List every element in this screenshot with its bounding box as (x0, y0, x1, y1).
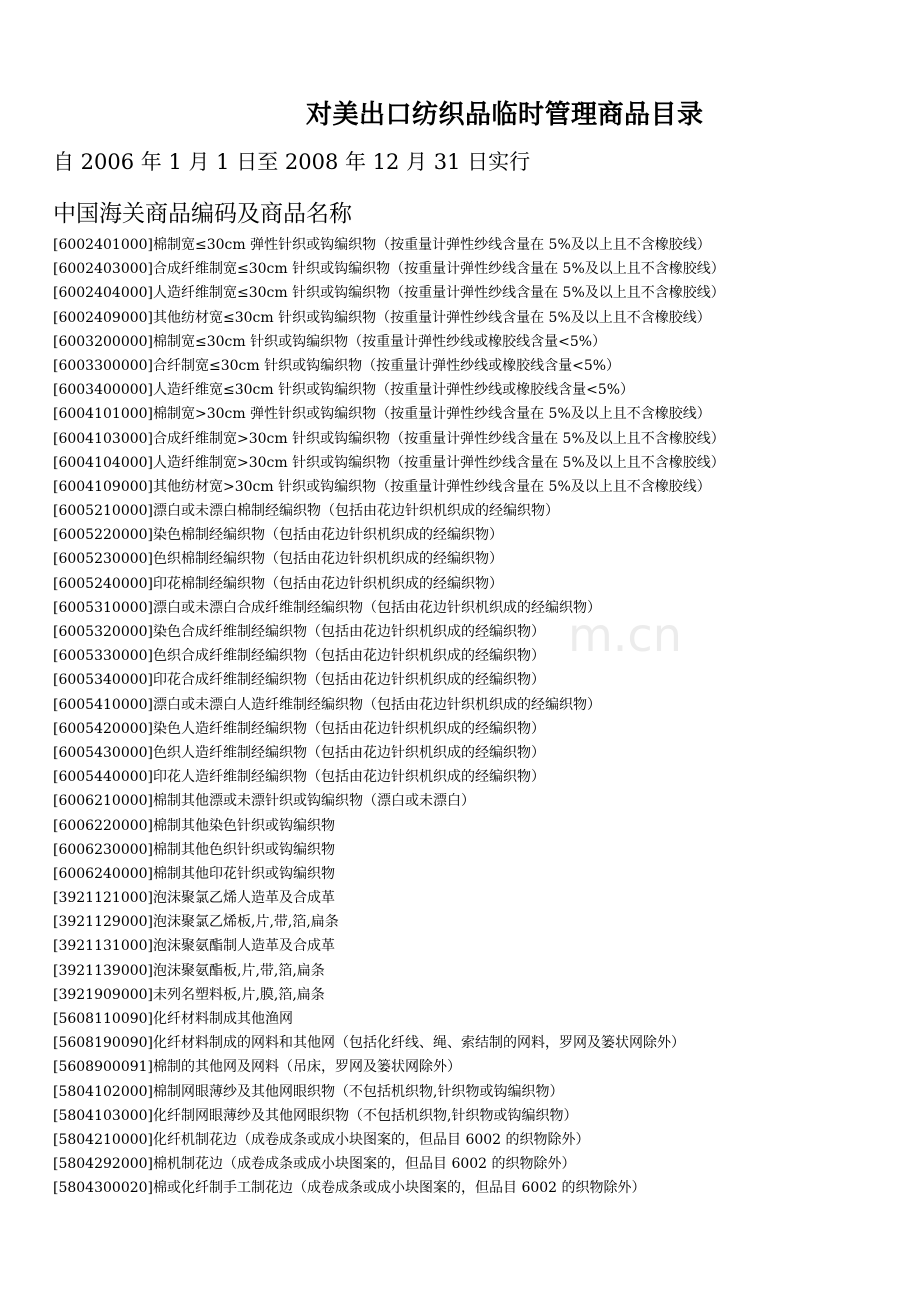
commodity-item: [6005310000]漂白或未漂白合成纤维制经编织物（包括由花边针织机织成的经编织物） (53, 599, 601, 616)
commodity-item: [6005220000]染色棉制经编织物（包括由花边针织机织成的经编织物） (53, 527, 503, 544)
watermark: m.cn (568, 608, 682, 662)
commodity-item: [6005240000]印花棉制经编织物（包括由花边针织机织成的经编织物） (53, 575, 503, 592)
commodity-item: [6005420000]染色人造纤维制经编织物（包括由花边针织机织成的经编织物） (53, 720, 545, 737)
commodity-item: [6006230000]棉制其他色织针织或钩编织物 (53, 841, 335, 858)
commodity-item: [6002401000]棉制宽≤30cm 弹性针织或钩编织物（按重量计弹性纱线含量在 5%及以上且不含橡胶线） (53, 237, 711, 253)
commodity-item: [6004104000]人造纤维制宽>30cm 针织或钩编织物（按重量计弹性纱线含量在 5%及以上且不含橡胶线） (53, 454, 725, 471)
commodity-item: [6005210000]漂白或未漂白棉制经编织物（包括由花边针织机织成的经编织物） (53, 503, 559, 520)
commodity-item: [6003300000]合纤制宽≤30cm 针织或钩编织物（按重量计弹性纱线或橡胶线含量<5%） (53, 357, 621, 374)
commodity-item: [6004103000]合成纤维制宽>30cm 针织或钩编织物（按重量计弹性纱线含量在 5%及以上且不含橡胶线） (53, 430, 725, 447)
section-heading: 中国海关商品编码及商品名称 (53, 201, 352, 227)
commodity-item: [6002403000]合成纤维制宽≤30cm 针织或钩编织物（按重量计弹性纱线含量在 5%及以上且不含橡胶线） (53, 261, 725, 278)
commodity-item: [6005230000]色织棉制经编织物（包括由花边针织机织成的经编织物） (53, 551, 503, 568)
commodity-item: [6002409000]其他纺材宽≤30cm 针织或钩编织物（按重量计弹性纱线含量在 5%及以上且不含橡胶线） (53, 309, 711, 326)
commodity-item: [6005440000]印花人造纤维制经编织物（包括由花边针织机织成的经编织物） (53, 769, 545, 786)
commodity-item: [6006240000]棉制其他印花针织或钩编织物 (53, 865, 335, 882)
commodity-item: [5804292000]棉机制花边（成卷成条或成小块图案的，但品目 6002 的织物除外） (53, 1156, 576, 1173)
commodity-item: [3921121000]泡沫聚氯乙烯人造革及合成革 (53, 890, 335, 907)
commodity-item: [6006220000]棉制其他染色针织或钩编织物 (53, 817, 335, 834)
commodity-item: [6005330000]色织合成纤维制经编织物（包括由花边针织机织成的经编织物） (53, 648, 545, 665)
commodity-item: [5608190090]化纤材料制成的网料和其他网（包括化纤线、绳、索结制的网料，罗网及篓状网除外） (53, 1035, 685, 1052)
commodity-item: [6003400000]人造纤维宽≤30cm 针织或钩编织物（按重量计弹性纱线或橡胶线含量<5%） (53, 382, 635, 399)
commodity-item: [5804102000]棉制网眼薄纱及其他网眼织物（不包括机织物,针织物或钩编织物） (53, 1083, 564, 1100)
commodity-item: [3921139000]泡沫聚氨酯板,片,带,箔,扁条 (53, 962, 325, 979)
document-title: 对美出口纺织品临时管理商品目录 (306, 100, 704, 130)
commodity-item: [3921129000]泡沫聚氯乙烯板,片,带,箔,扁条 (53, 914, 339, 931)
commodity-item: [5804210000]化纤机制花边（成卷成条或成小块图案的，但品目 6002 的织物除外） (53, 1131, 590, 1148)
commodity-item: [6005320000]染色合成纤维制经编织物（包括由花边针织机织成的经编织物） (53, 624, 545, 640)
commodity-item: [5608900091]棉制的其他网及网料（吊床，罗网及篓状网除外） (53, 1059, 461, 1076)
commodity-item: [6004109000]其他纺材宽>30cm 针织或钩编织物（按重量计弹性纱线含量在 5%及以上且不含橡胶线） (53, 478, 711, 495)
effective-period: 自 2006 年 1 月 1 日至 2008 年 12 月 31 日实行 (53, 150, 531, 174)
commodity-item: [3921131000]泡沫聚氨酯制人造革及合成革 (53, 938, 335, 955)
commodity-item: [5608110090]化纤材料制成其他渔网 (53, 1011, 293, 1027)
commodity-list (53, 233, 913, 1201)
commodity-item: [6002404000]人造纤维制宽≤30cm 针织或钩编织物（按重量计弹性纱线含量在 5%及以上且不含橡胶线） (53, 285, 725, 302)
commodity-item: [6003200000]棉制宽≤30cm 针织或钩编织物（按重量计弹性纱线或橡胶线含量<5%） (53, 333, 607, 350)
commodity-item: [6004101000]棉制宽>30cm 弹性针织或钩编织物（按重量计弹性纱线含量在 5%及以上且不含橡胶线） (53, 406, 711, 423)
commodity-item: [6005340000]印花合成纤维制经编织物（包括由花边针织机织成的经编织物） (53, 672, 545, 689)
commodity-item: [5804300020]棉或化纤制手工制花边（成卷成条或成小块图案的，但品目 6002 的织物除外） (53, 1180, 646, 1197)
commodity-item: [6005410000]漂白或未漂白人造纤维制经编织物（包括由花边针织机织成的经编织物） (53, 696, 601, 713)
commodity-item: [3921909000]未列名塑料板,片,膜,箔,扁条 (53, 986, 325, 1003)
commodity-item: [6006210000]棉制其他漂或未漂针织或钩编织物（漂白或未漂白） (53, 793, 475, 810)
commodity-item: [6005430000]色织人造纤维制经编织物（包括由花边针织机织成的经编织物） (53, 744, 545, 761)
commodity-item: [5804103000]化纤制网眼薄纱及其他网眼织物（不包括机织物,针织物或钩编织物） (53, 1107, 578, 1124)
